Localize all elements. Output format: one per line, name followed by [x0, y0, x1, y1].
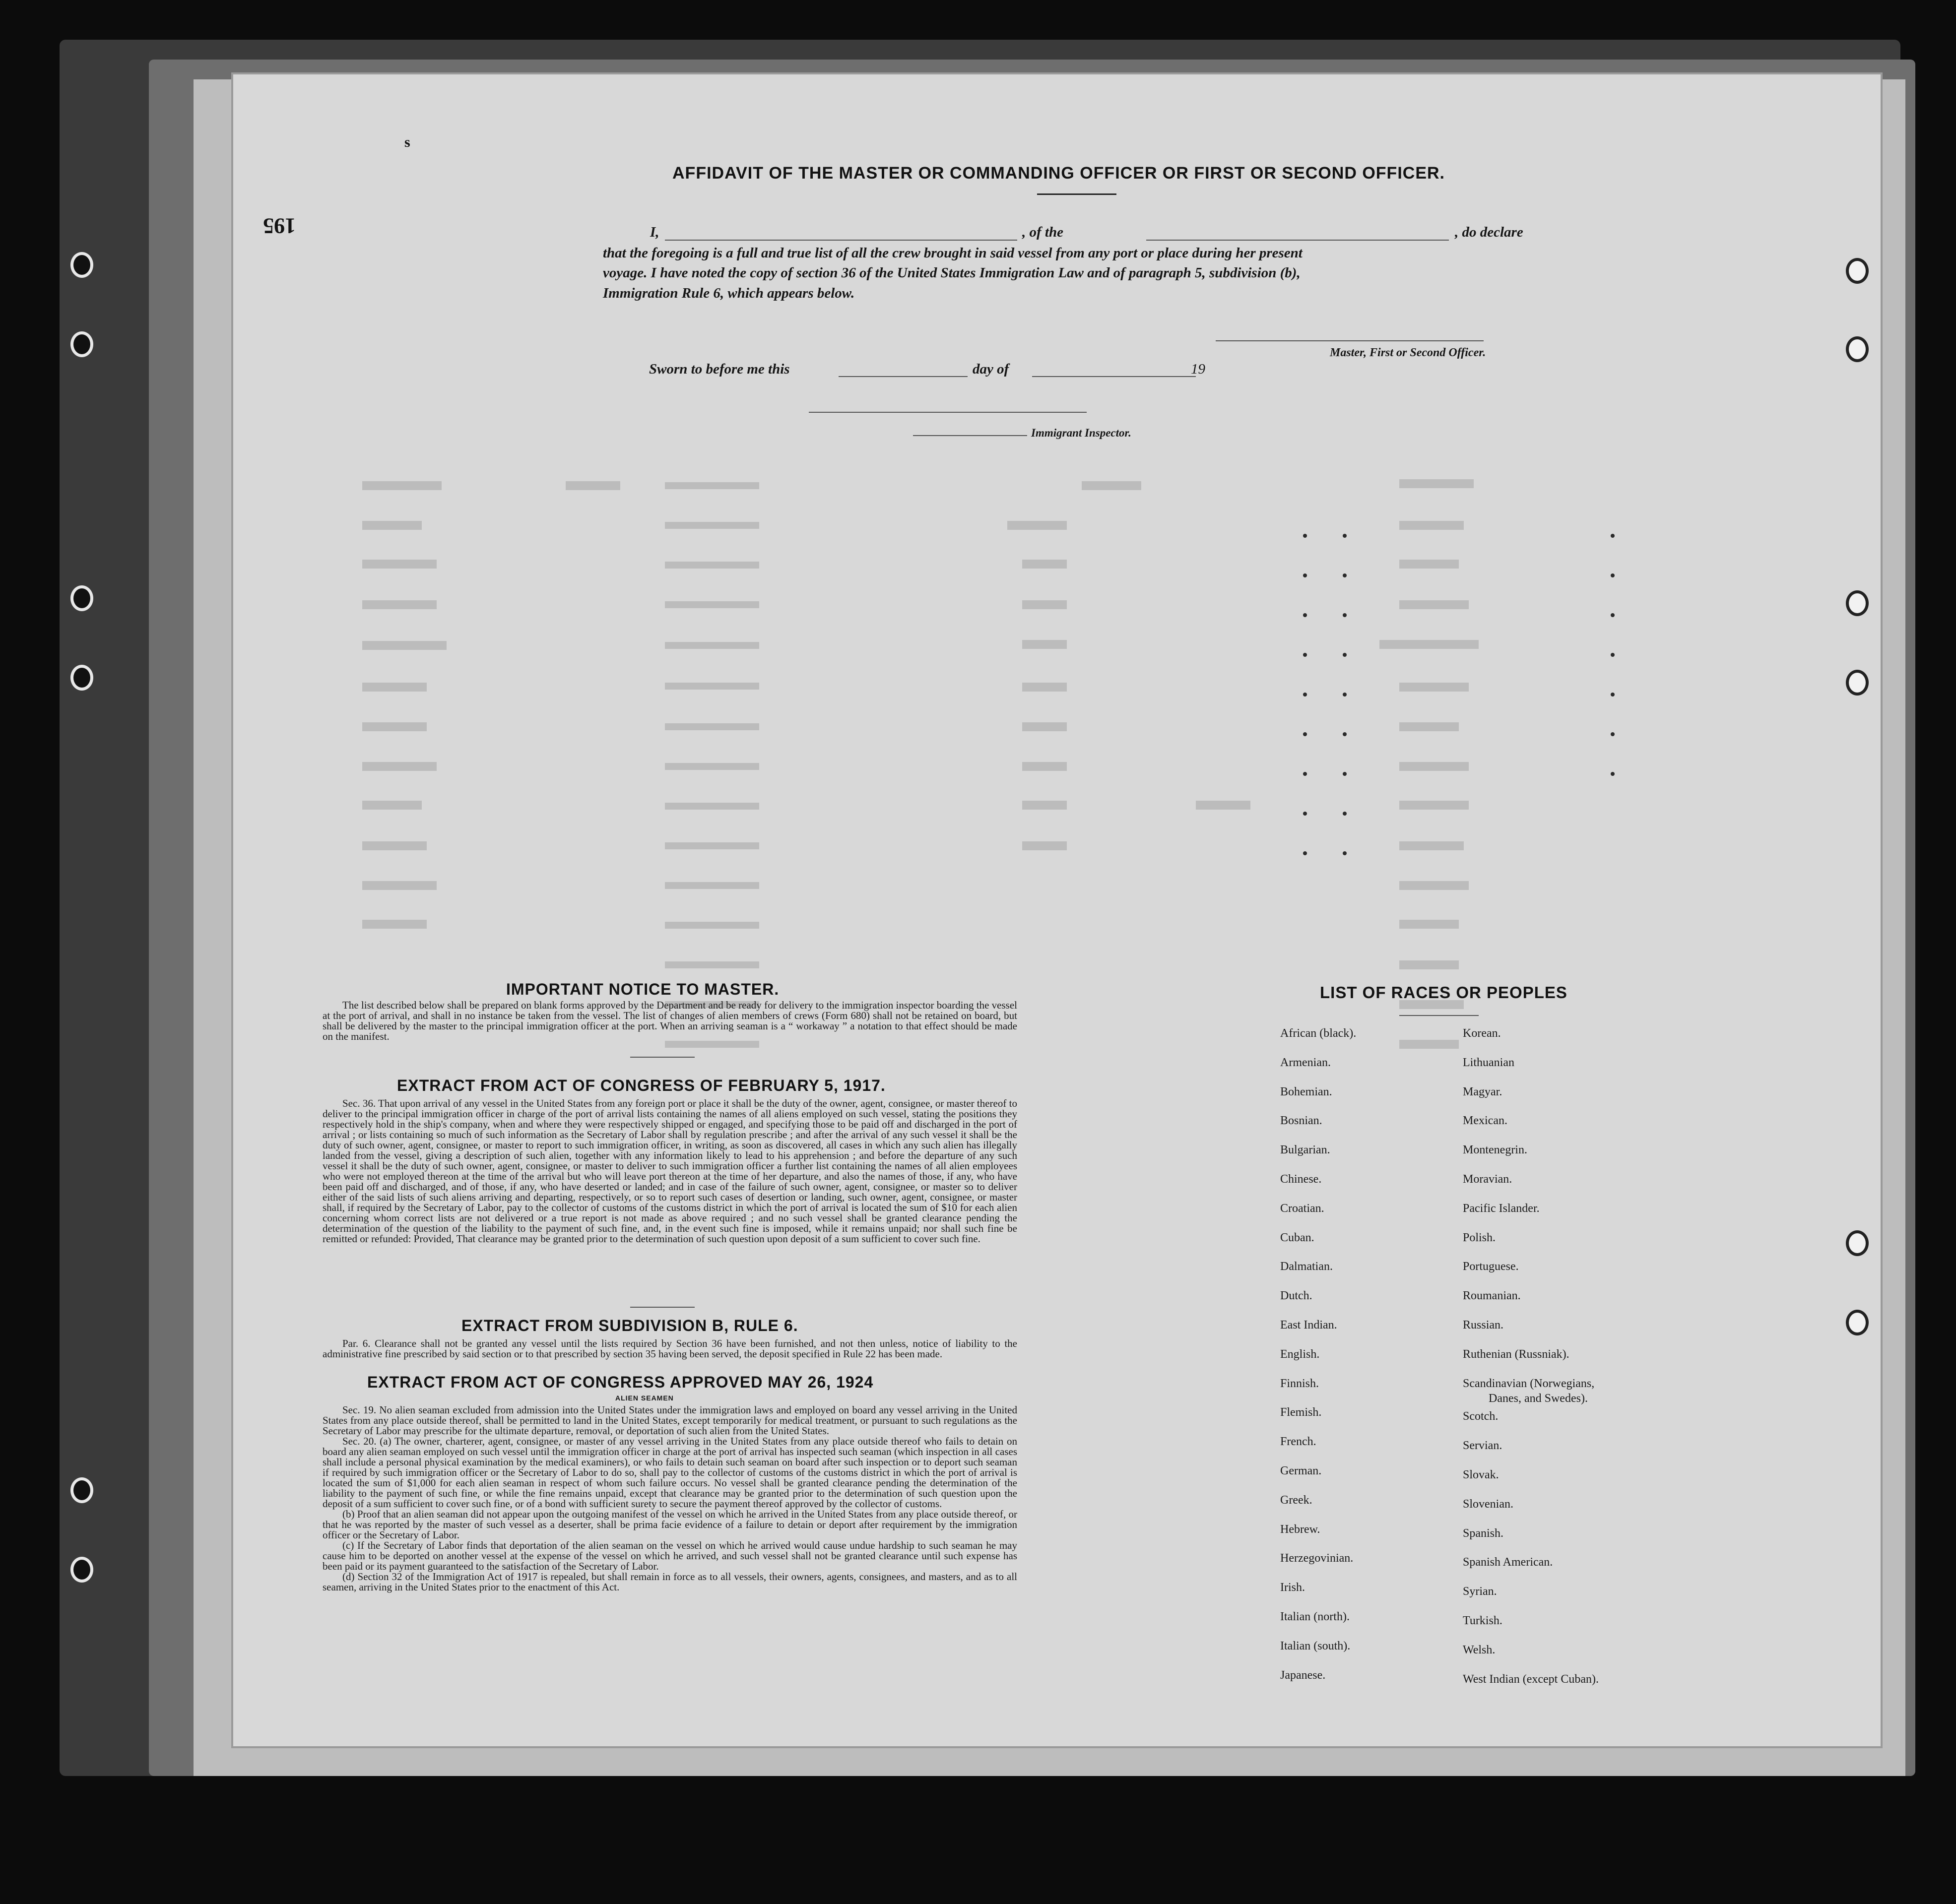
- race-item: Ruthenian (Russniak).: [1463, 1347, 1569, 1361]
- inspector-label: Immigrant Inspector.: [1031, 427, 1131, 439]
- race-item: Roumanian.: [1463, 1289, 1521, 1303]
- race-item: Servian.: [1463, 1439, 1502, 1453]
- right-hole-4: [1846, 670, 1869, 696]
- race-item-continuation: Danes, and Swedes).: [1489, 1392, 1588, 1405]
- race-item: Dutch.: [1280, 1289, 1312, 1303]
- notice-text: [323, 1000, 1017, 1042]
- signature-blank: [1216, 340, 1484, 341]
- extract-1924-sec20d: (d) Section 32 of the Immigration Act of 1917 is repealed, but shall remain in force as to all vessels, their owners, agents, consignees, and masters, and as to all seamen, arriving in the United States prior to the enactment of this Act.: [323, 1571, 1017, 1593]
- extract-1924-sec20a: Sec. 20. (a) The owner, charterer, agent, consignee, or master of any vessel arriving in the United States from any place outside thereof who fails to detain on board any alien seaman employed on such vessel until the immigration officer in charge at the port of arrival has inspected such seaman (which inspection in all cases shall include a personal physical examination by the medical examiners), or who fails to detain such seaman on board after such inspection or to deport such seaman if required by such immigration officer or the Secretary of Labor to do so, shall pay to the collector of customs of the customs district in which the port of arrival is located the sum of $1,000 for each alien seaman in respect of whom such failure occurs. No vessel shall be granted clearance pending the determination of the liability to the payment of such fine, or while the fine remains unpaid, except that clearance may be granted prior to the determination of such question upon the deposit of a sum sufficient to cover such fine, or of a bond with sufficient surety to secure the payment thereof approved by the collector of customs.: [323, 1435, 1017, 1510]
- showthrough-rows: [347, 451, 1836, 1072]
- sworn-month-blank: [1032, 376, 1196, 377]
- race-item: Pacific Islander.: [1463, 1202, 1540, 1215]
- race-item: Lithuanian: [1463, 1056, 1514, 1069]
- sheet-number: 195: [263, 214, 296, 238]
- race-item: English.: [1280, 1347, 1320, 1361]
- affidavit-of-the: , of the: [1022, 224, 1063, 240]
- race-item: Chinese.: [1280, 1173, 1322, 1186]
- affidavit-line-3: voyage. I have noted the copy of section 36 of the United States Immigration Law and of paragraph 5, subdivision (b),: [603, 265, 1301, 281]
- right-hole-6: [1846, 1310, 1869, 1335]
- left-hole-3: [70, 585, 93, 611]
- race-item: Herzegovinian.: [1280, 1552, 1354, 1565]
- race-item: Scotch.: [1463, 1410, 1499, 1423]
- left-hole-4: [70, 665, 93, 691]
- signature-label: Master, First or Second Officer.: [1330, 346, 1486, 359]
- race-item: Spanish.: [1463, 1526, 1504, 1540]
- notice-title: IMPORTANT NOTICE TO MASTER.: [506, 980, 780, 998]
- race-item: Greek.: [1280, 1493, 1312, 1507]
- left-hole-5: [70, 1477, 93, 1503]
- race-item: French.: [1280, 1435, 1316, 1449]
- race-item: Welsh.: [1463, 1643, 1496, 1656]
- race-item: Croatian.: [1280, 1202, 1324, 1215]
- race-item: Flemish.: [1280, 1406, 1322, 1419]
- extract-rule6-paragraph: Par. 6. Clearance shall not be granted any vessel until the lists required by Section 36 have been furnished, and not then unless, notice of liability to the administrative fine prescribed by said section or to that prescribed by section 35 having been served, the deposit specified in Rule 22 has been made.: [323, 1337, 1017, 1360]
- affidavit-title-underline: [1037, 193, 1116, 195]
- sworn-day-of: day of: [973, 361, 1009, 377]
- right-hole-2: [1846, 336, 1869, 362]
- affidavit-line-2: that the foregoing is a full and true list of all the crew brought in said vessel from any port or place during her present: [603, 245, 1303, 261]
- race-item: African (black).: [1280, 1027, 1357, 1040]
- extract-1924-title: EXTRACT FROM ACT OF CONGRESS APPROVED MAY 26, 1924: [367, 1373, 874, 1391]
- divider-1: [630, 1057, 695, 1058]
- race-item: Bohemian.: [1280, 1085, 1332, 1098]
- extract-1917-title: EXTRACT FROM ACT OF CONGRESS OF FEBRUARY 5, 1917.: [397, 1077, 886, 1094]
- race-item: Finnish.: [1280, 1377, 1319, 1390]
- race-item: Syrian.: [1463, 1585, 1497, 1598]
- race-item: Bosnian.: [1280, 1114, 1322, 1128]
- left-hole-6: [70, 1557, 93, 1583]
- extract-1924-sec20c: (c) If the Secretary of Labor finds that deportation of the alien seaman on the vessel on which he arrived would cause undue hardship to such seaman he may cause him to be deported on another vessel at the expense of the vessel on which he arrived, and such vessel shall not be granted clearance until such expense has been paid or its payment guaranteed to the satisfaction of the Secretary of Labor.: [323, 1539, 1017, 1572]
- right-hole-5: [1846, 1230, 1869, 1256]
- left-hole-1: [70, 252, 93, 278]
- extract-rule6-text: [323, 1338, 1017, 1359]
- notice-paragraph: The list described below shall be prepared on blank forms approved by the Department and be ready for delivery to the immigration inspector boarding the vessel at the port of arrival, and shall in no instance be taken from the vessel. The list of changes of alien members of crews (Form 680) shall not be retained on board, but shall be delivered by the master to the principal immigration officer at the port. When an arriving seaman is a “ workaway ” a notation to that effect should be made on the manifest.: [323, 999, 1017, 1042]
- extract-1924-subtitle: ALIEN SEAMEN: [615, 1394, 674, 1402]
- race-item: Russian.: [1463, 1319, 1504, 1332]
- right-hole-3: [1846, 590, 1869, 616]
- showthrough-marks: [347, 451, 1836, 1072]
- race-item: Japanese.: [1280, 1668, 1326, 1682]
- corner-mark: s: [404, 134, 410, 150]
- sworn-day-blank: [839, 376, 968, 377]
- inspector-blank-1: [809, 412, 1087, 413]
- left-hole-2: [70, 331, 93, 357]
- extract-rule6-title: EXTRACT FROM SUBDIVISION B, RULE 6.: [461, 1317, 798, 1334]
- race-item: West Indian (except Cuban).: [1463, 1672, 1599, 1686]
- race-item: Montenegrin.: [1463, 1143, 1527, 1157]
- affidavit-title: AFFIDAVIT OF THE MASTER OR COMMANDING OFFICER OR FIRST OR SECOND OFFICER.: [672, 164, 1445, 183]
- race-item: Slovenian.: [1463, 1497, 1513, 1511]
- manifest-sheet: [233, 74, 1881, 1746]
- affidavit-do-declare: , do declare: [1455, 224, 1523, 240]
- extract-1917-text: [323, 1098, 1017, 1244]
- race-item: Turkish.: [1463, 1614, 1502, 1627]
- extract-1924-sec20b: (b) Proof that an alien seaman did not appear upon the outgoing manifest of the vessel on which he arrived in the United States from any place outside thereof, or that he was reported by the master of such vessel as a deserter, shall be prima facie evidence of a failure to detain or deport after requirement by the immigration officer or the Secretary of Labor.: [323, 1508, 1017, 1541]
- race-item: Dalmatian.: [1280, 1260, 1333, 1273]
- race-item: Scandinavian (Norwegians,: [1463, 1377, 1595, 1390]
- race-item: Armenian.: [1280, 1056, 1331, 1069]
- affidavit-i: I,: [650, 224, 659, 240]
- sworn-text: Sworn to before me this: [649, 361, 790, 377]
- race-item: Italian (south).: [1280, 1639, 1351, 1652]
- sworn-year: 19: [1191, 361, 1205, 377]
- affidavit-name-blank: [665, 240, 1017, 241]
- race-item: Irish.: [1280, 1581, 1305, 1594]
- extract-1924-sec19: Sec. 19. No alien seaman excluded from admission into the United States under the immigration laws and employed on board any vessel arriving in the United States from any place outside thereof, shall be permitted to land in the United States, except temporarily for medical treatment, or pursuant to such regulations as the Secretary of Labor may prescribe for the ultimate departure, removal, or deportation of such alien from the United States.: [323, 1404, 1017, 1437]
- race-item: Cuban.: [1280, 1231, 1314, 1244]
- race-item: Polish.: [1463, 1231, 1496, 1244]
- race-item: Magyar.: [1463, 1085, 1502, 1098]
- race-item: East Indian.: [1280, 1319, 1337, 1332]
- race-item: German.: [1280, 1464, 1322, 1477]
- race-item: Moravian.: [1463, 1173, 1512, 1186]
- race-item: Spanish American.: [1463, 1556, 1553, 1569]
- race-item: Hebrew.: [1280, 1523, 1320, 1536]
- race-item: Italian (north).: [1280, 1610, 1350, 1623]
- divider-2: [630, 1307, 695, 1308]
- affidavit-line-4: Immigration Rule 6, which appears below.: [603, 285, 855, 301]
- extract-1924-text: [323, 1405, 1017, 1592]
- extract-1917-paragraph: Sec. 36. That upon arrival of any vessel in the United States from any foreign port or place it shall be the duty of the owner, agent, consignee, or master thereof to deliver to the principal immigration officer in charge of the port of arrival lists containing the names of all aliens employed on such vessel, stating the positions they respectively hold in the ship's company, when and where they were respectively shipped or engaged, and specifying those to be paid off and discharged in the port of arrival ; or lists containing so much of such information as the Secretary of Labor shall by regulation prescribe ; and after the arrival of any such vessel it shall be the duty of such owner, agent, consignee, or master to report to such immigration officer, in writing, as soon as discovered, all cases in which any such alien has illegally landed from the vessel, giving a description of such alien, together with any information likely to lead to his apprehension ; and before the departure of any such vessel it shall be the duty of such owner, agent, consignee, or master to deliver to such immigration officer a further list containing the names of all alien employees who were not employed thereon at the time of the arrival but who will leave port thereon at the time of her departure, and also the names of those, if any, who have been paid off and discharged, and of those, if any, who have deserted or landed; and in case of the failure of such owner, agent, consignee, or master so to deliver either of the said lists of such aliens arriving and departing, respectively, or so to report such cases of desertion or landing, such owner, agent, consignee, or master shall, if required by the Secretary of Labor, pay to the collector of customs of the customs district in which the port of arrival is located the sum of $10 for each alien concerning whom correct lists are not delivered or a true report is not made as above required ; and no such vessel shall be granted clearance pending the determination of the question of the liability to the payment of such fine, and, in the event such fine is imposed, while it remains unpaid; nor shall such fine be remitted or refunded: Provided, That clearance may be granted prior to the determination of such question upon deposit of a sum sufficient to cover such fine.: [323, 1097, 1017, 1245]
- affidavit-vessel-blank: [1146, 240, 1449, 241]
- race-item: Bulgarian.: [1280, 1143, 1330, 1157]
- inspector-blank-2: [913, 435, 1027, 436]
- races-divider: [1399, 1015, 1479, 1016]
- race-item: Portuguese.: [1463, 1260, 1519, 1273]
- race-item: Korean.: [1463, 1027, 1501, 1040]
- race-item: Slovak.: [1463, 1468, 1499, 1481]
- race-item: Mexican.: [1463, 1114, 1507, 1128]
- right-hole-1: [1846, 258, 1869, 284]
- races-title: LIST OF RACES OR PEOPLES: [1320, 983, 1567, 1002]
